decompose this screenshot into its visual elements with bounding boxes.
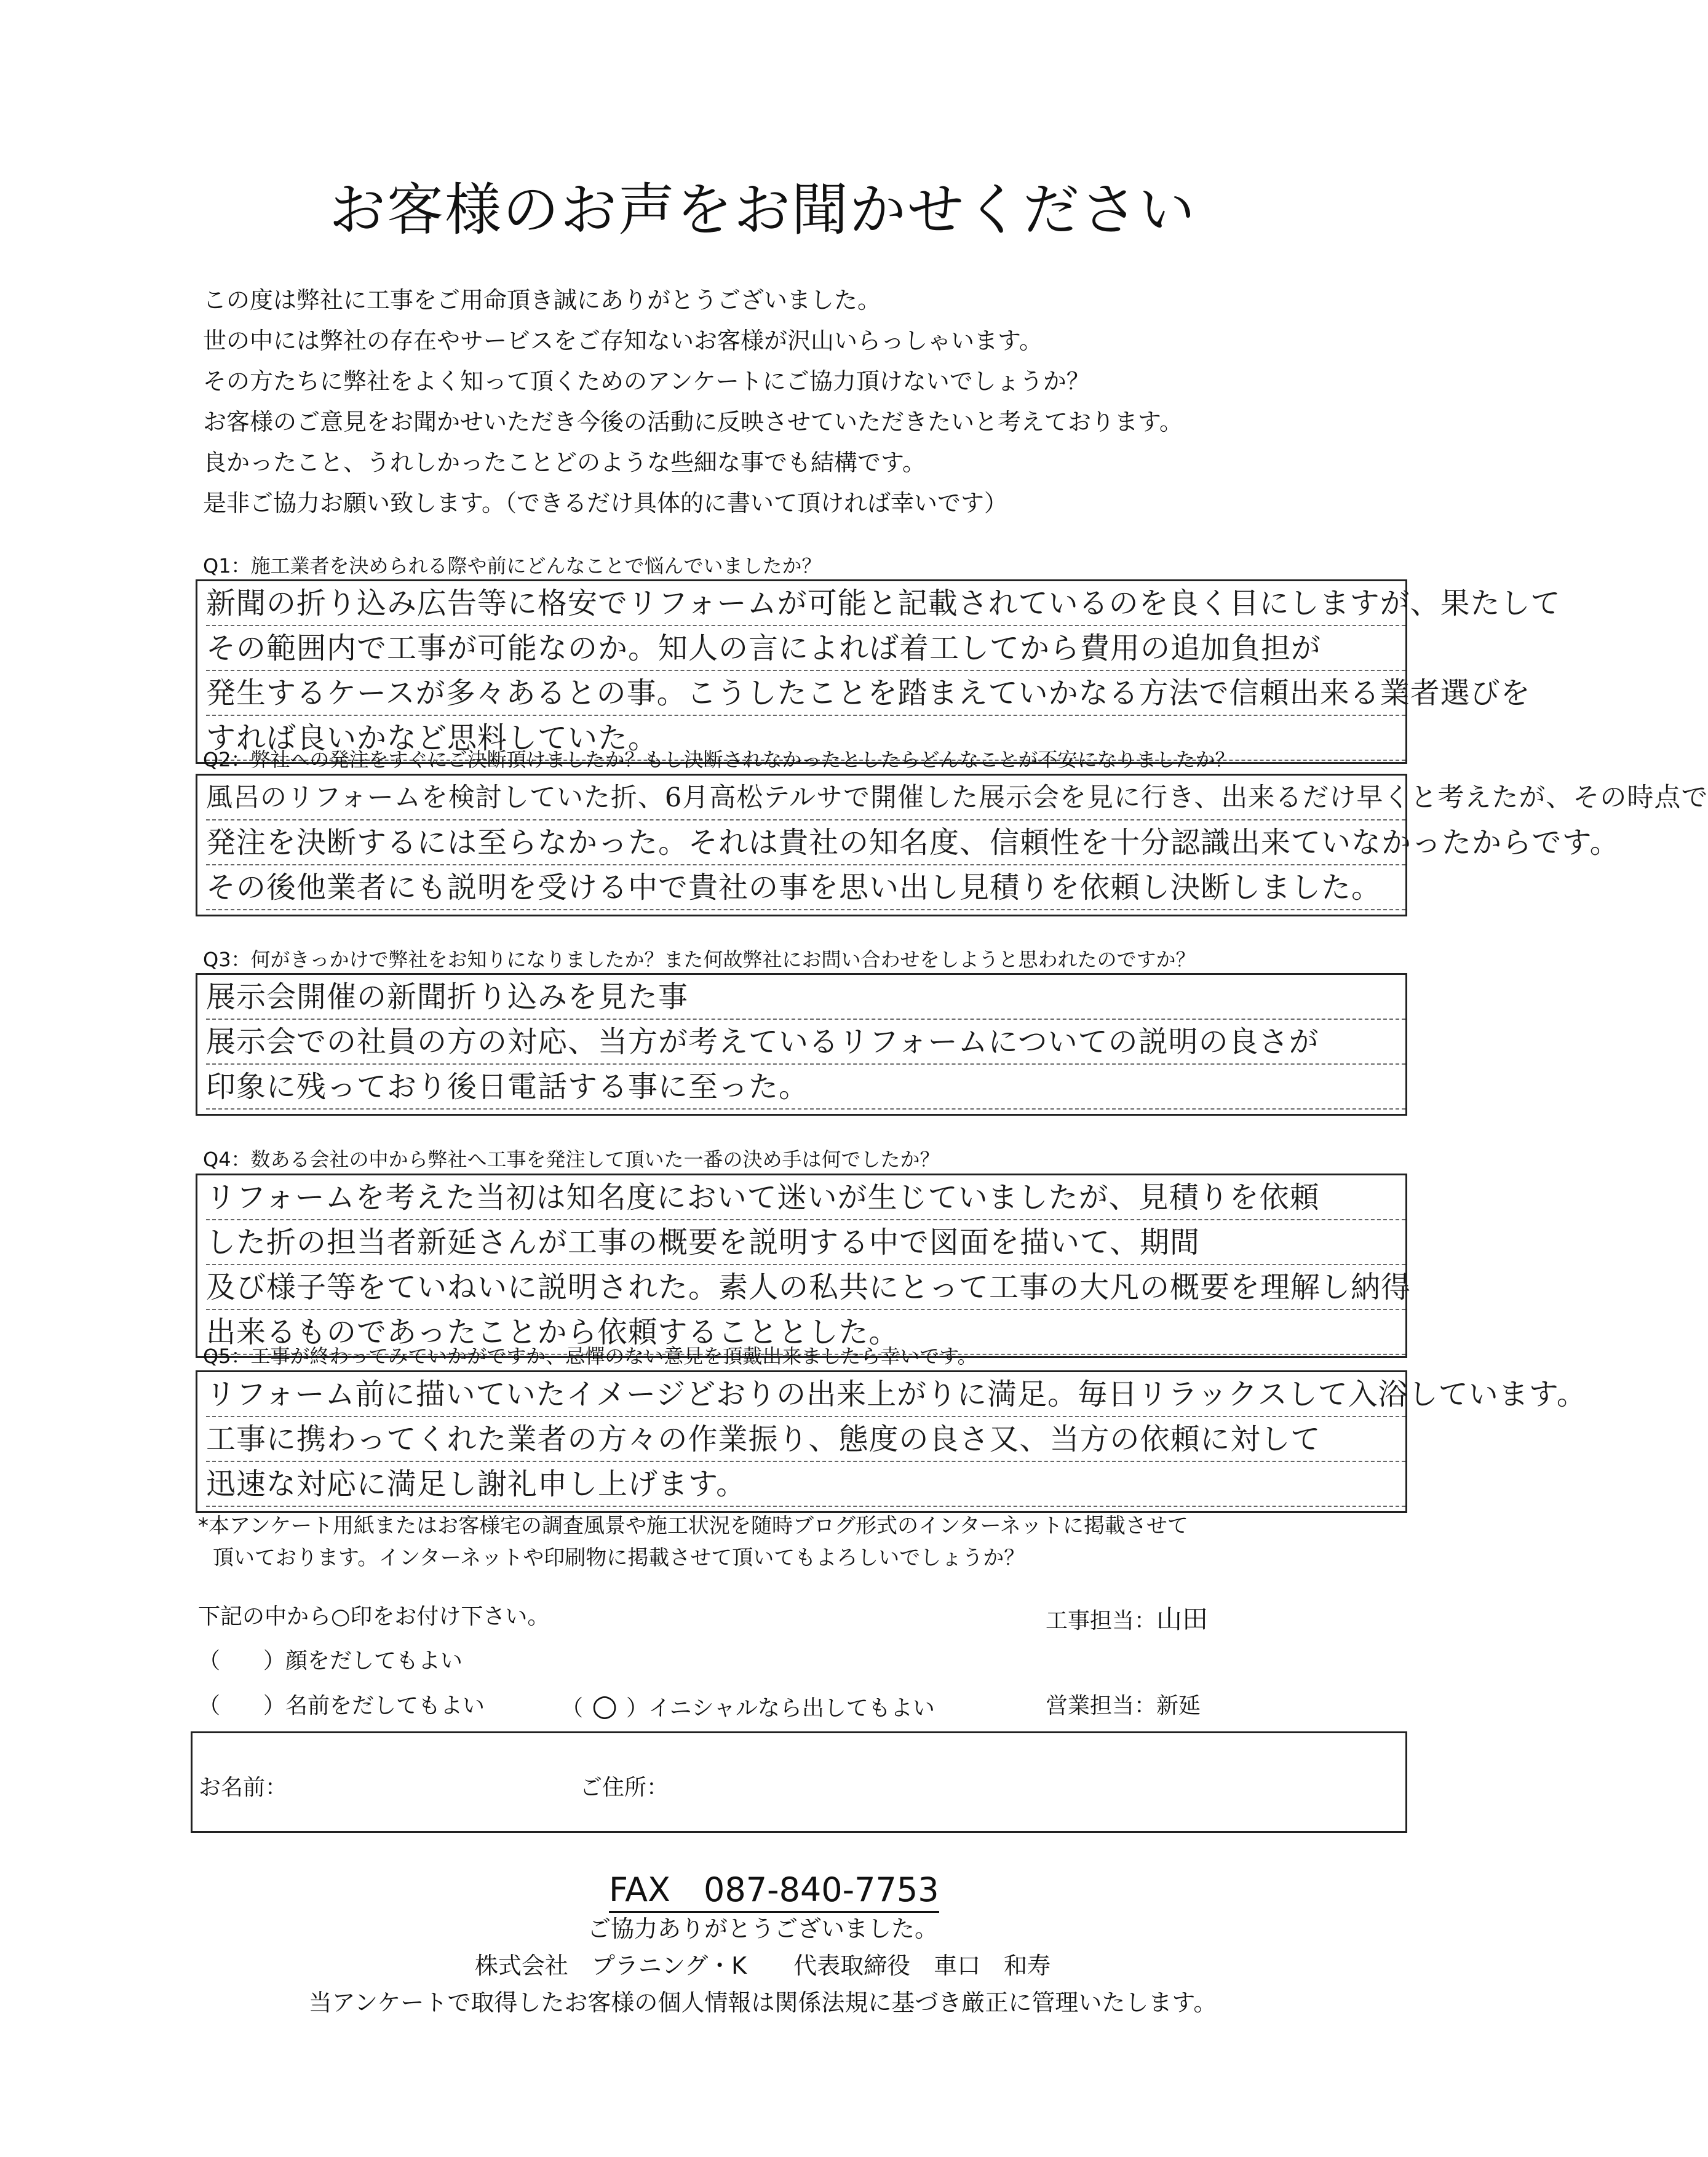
answer-line: その範囲内で工事が可能なのか。知人の言によれば着工してから費用の追加負担が [206, 626, 1405, 671]
company-info: 株式会社 プラニング・K 代表取締役 車口 和寿 [474, 1952, 1051, 1979]
page-title: お客様のお声をお聞かせください [328, 177, 1196, 243]
answer-line: その後他業者にも説明を受ける中で貴社の事を思い出し見積りを依頼し決断しました。 [206, 865, 1405, 910]
answer-line: 発注を決断するには至らなかった。それは貴社の知名度、信頼性を十分認識出来ていなかったからです。 [206, 820, 1405, 865]
question-4-label: Q4：数ある会社の中から弊社へ工事を発注して頂いた一番の決め手は何でしたか？ [203, 1148, 940, 1171]
customer-info-box [191, 1731, 1407, 1833]
answer-line: 迅速な対応に満足し謝礼申し上げます。 [206, 1462, 1405, 1507]
construction-staff [1046, 1599, 1208, 1636]
notice-line: *本アンケート用紙またはお客様宅の調査風景や施工状況を随時ブログ形式のインターネットに掲載させて [198, 1514, 1188, 1538]
question-3-label: Q3：何がきっかけで弊社をお知りになりましたか？また何故弊社にお問い合わせをしようと思われたのですか？ [203, 948, 1196, 971]
option-initial-mark: ○ [592, 1688, 618, 1723]
option-initial-label: ）イニシャルなら出してもよい [626, 1696, 935, 1721]
question-1-label: Q1：施工業者を決められる際や前にどんなことで悩んでいましたか？ [203, 554, 822, 578]
option-initial-paren: （ [561, 1696, 584, 1721]
answer-line: 展示会での社員の方の対応、当方が考えているリフォームについての説明の良さが [206, 1020, 1405, 1065]
question-1-answer-box [196, 579, 1561, 764]
intro-line: お客様のご意見をお聞かせいただき今後の活動に反映させていただきたいと考えております。 [203, 408, 1183, 435]
intro-line: 世の中には弊社の存在やサービスをご存知ないお客様が沢山いらっしゃいます。 [203, 327, 1043, 354]
question-2-label: Q2：弊社への発注をすぐにご決断頂けましたか？もし決断されなかったとしたらどんなことが不安になりましたか？ [203, 748, 1235, 771]
intro-line: 良かったこと、うれしかったことどのような些細な事でも結構です。 [203, 449, 926, 476]
answer-line: リフォーム前に描いていたイメージどおりの出来上がりに満足。毎日リラックスして入浴しています。 [206, 1372, 1405, 1417]
intro-line: 是非ご協力お願い致します。（できるだけ具体的に書いて頂ければ幸いです） [203, 490, 1007, 517]
notice-line: 頂いております。インターネットや印刷物に掲載させて頂いてもよろしいでしょうか？ [213, 1546, 1025, 1570]
sales-staff-label: 営業担当： [1046, 1693, 1157, 1718]
option-face-paren: （ [198, 1648, 221, 1674]
construction-staff-label: 工事担当： [1046, 1608, 1157, 1634]
thanks-text: ご協力ありがとうございました。 [587, 1915, 938, 1942]
privacy-notice: 当アンケートで取得したお客様の個人情報は関係法規に基づき厳正に管理いたします。 [308, 1989, 1217, 2016]
option-initial[interactable] [561, 1688, 935, 1723]
publication-notice [198, 1510, 1188, 1574]
question-5-answer-box [196, 1370, 1587, 1513]
question-4-answer-box [196, 1174, 1412, 1358]
option-name[interactable] [198, 1688, 485, 1720]
construction-staff-value: 山田 [1156, 1604, 1209, 1634]
question-3-answer-box [196, 973, 1407, 1116]
answer-line: 発生するケースが多々あるとの事。こうしたことを踏まえていかなる方法で信頼出来る業者選びを [206, 671, 1405, 716]
option-name-label: ）名前をだしてもよい [263, 1693, 485, 1718]
answer-line: 展示会開催の新聞折り込みを見た事 [206, 975, 1405, 1020]
answer-line: 及び様子等をていねいに説明された。素人の私共にとって工事の大凡の概要を理解し納得 [206, 1265, 1405, 1310]
options-instruction: 下記の中から○印をお付け下さい。 [198, 1604, 550, 1629]
answer-line: 工事に携わってくれた業者の方々の作業振り、態度の良さ又、当方の依頼に対して [206, 1417, 1405, 1462]
answer-line: 風呂のリフォームを検討していた折、6月高松テルサで開催した展示会を見に行き、出来るだけ早くと考えたが、その時点で [206, 776, 1405, 820]
answer-line: 新聞の折り込み広告等に格安でリフォームが可能と記載されているのを良く目にしますが、果たして [206, 581, 1405, 626]
sales-staff-value: 新延 [1156, 1693, 1201, 1718]
option-name-paren: （ [198, 1693, 221, 1718]
intro-line: この度は弊社に工事をご用命頂き誠にありがとうございました。 [203, 287, 881, 314]
option-face-label: ）顔をだしてもよい [263, 1648, 463, 1674]
answer-line: 出来るものであったことから依頼することとした。 [206, 1310, 1405, 1355]
intro-text [203, 280, 1183, 523]
option-face[interactable] [198, 1643, 463, 1675]
fax-number: FAX 087-840-7753 [609, 1864, 939, 1913]
sales-staff [1046, 1688, 1201, 1720]
intro-line: その方たちに弊社をよく知って頂くためのアンケートにご協力頂けないでしょうか？ [203, 368, 1090, 395]
answer-line: リフォームを考えた当初は知名度において迷いが生じていましたが、見積りを依頼 [206, 1175, 1405, 1220]
answer-line: 印象に残っており後日電話する事に至った。 [206, 1065, 1405, 1110]
answer-line: した折の担当者新延さんが工事の概要を説明する中で図面を描いて、期間 [206, 1220, 1405, 1265]
question-5-label: Q5：工事が終わってみていかがですか、忌憚のない意見を頂戴出来ましたら幸いです。 [203, 1345, 977, 1368]
question-2-answer-box [196, 774, 1708, 916]
answer-line: すれば良いかなど思料していた。 [206, 716, 1405, 761]
address-label: ご住所： [580, 1775, 669, 1800]
name-label: お名前： [199, 1775, 288, 1800]
